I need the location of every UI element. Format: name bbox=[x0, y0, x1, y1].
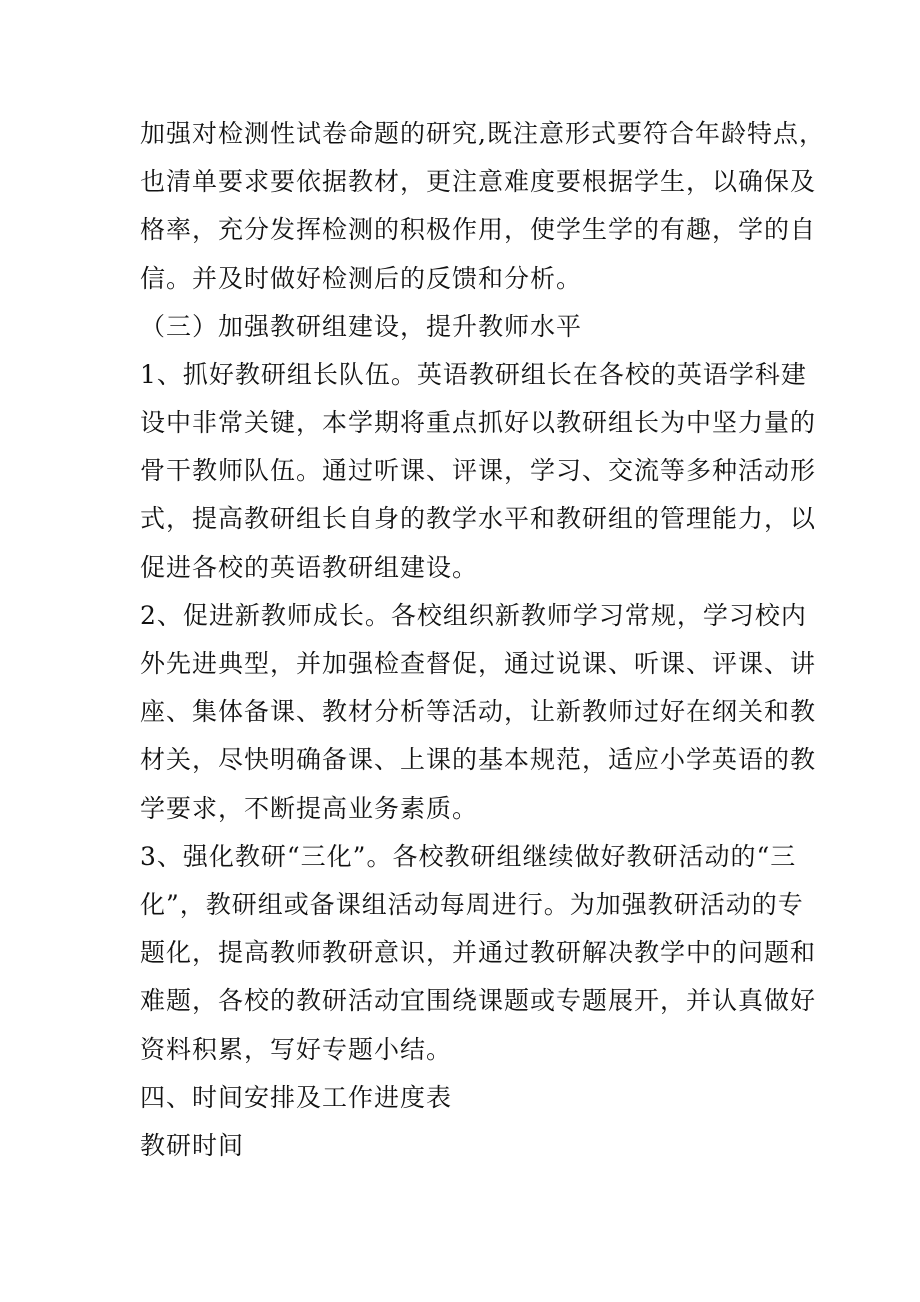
table-header-cell: 教研时间 bbox=[140, 1131, 245, 1160]
section-heading: 四、时间安排及工作进度表 bbox=[140, 1083, 453, 1112]
paragraph-line: 材关，尽快明确备课、上课的基本规范，适应小学英语的教 bbox=[140, 745, 817, 774]
paragraph-line: 题化，提高教师教研意识，并通过教研解决教学中的问题和 bbox=[140, 938, 817, 967]
paragraph-line: 1、抓好教研组长队伍。英语教研组长在各校的英语学科建 bbox=[140, 360, 807, 389]
section-heading: （三）加强教研组建设，提升教师水平 bbox=[140, 312, 583, 341]
paragraph-line: 加强对检测性试卷命题的研究,既注意形式要符合年龄特点， bbox=[140, 119, 825, 148]
paragraph-line: 2、促进新教师成长。各校组织新教师学习常规，学习校内 bbox=[140, 601, 807, 630]
paragraph-line: 骨干教师队伍。通过听课、评课，学习、交流等多种活动形 bbox=[140, 456, 817, 485]
paragraph-line: 外先进典型，并加强检查督促，通过说课、听课、评课、讲 bbox=[140, 649, 817, 678]
paragraph-line: 资料积累，写好专题小结。 bbox=[140, 1035, 453, 1064]
paragraph-line: 座、集体备课、教材分析等活动，让新教师过好在纲关和教 bbox=[140, 697, 817, 726]
paragraph-line: 也清单要求要依据教材，更注意难度要根据学生，以确保及 bbox=[140, 167, 817, 196]
paragraph-line: 学要求，不断提高业务素质。 bbox=[140, 794, 479, 823]
paragraph-line: 设中非常关键，本学期将重点抓好以教研组长为中坚力量的 bbox=[140, 408, 817, 437]
paragraph-line: 促进各校的英语教研组建设。 bbox=[140, 553, 479, 582]
paragraph-line: 格率，充分发挥检测的积极作用，使学生学的有趣，学的自 bbox=[140, 215, 817, 244]
paragraph-line: 信。并及时做好检测后的反馈和分析。 bbox=[140, 264, 583, 293]
paragraph-line: 式，提高教研组长自身的教学水平和教研组的管理能力，以 bbox=[140, 504, 817, 533]
paragraph-line: 难题，各校的教研活动宜围绕课题或专题展开，并认真做好 bbox=[140, 986, 817, 1015]
paragraph-line: 化”，教研组或备课组活动每周进行。为加强教研活动的专 bbox=[140, 890, 804, 919]
paragraph-line: 3、强化教研“三化”。各校教研组继续做好教研活动的“三 bbox=[140, 842, 797, 871]
